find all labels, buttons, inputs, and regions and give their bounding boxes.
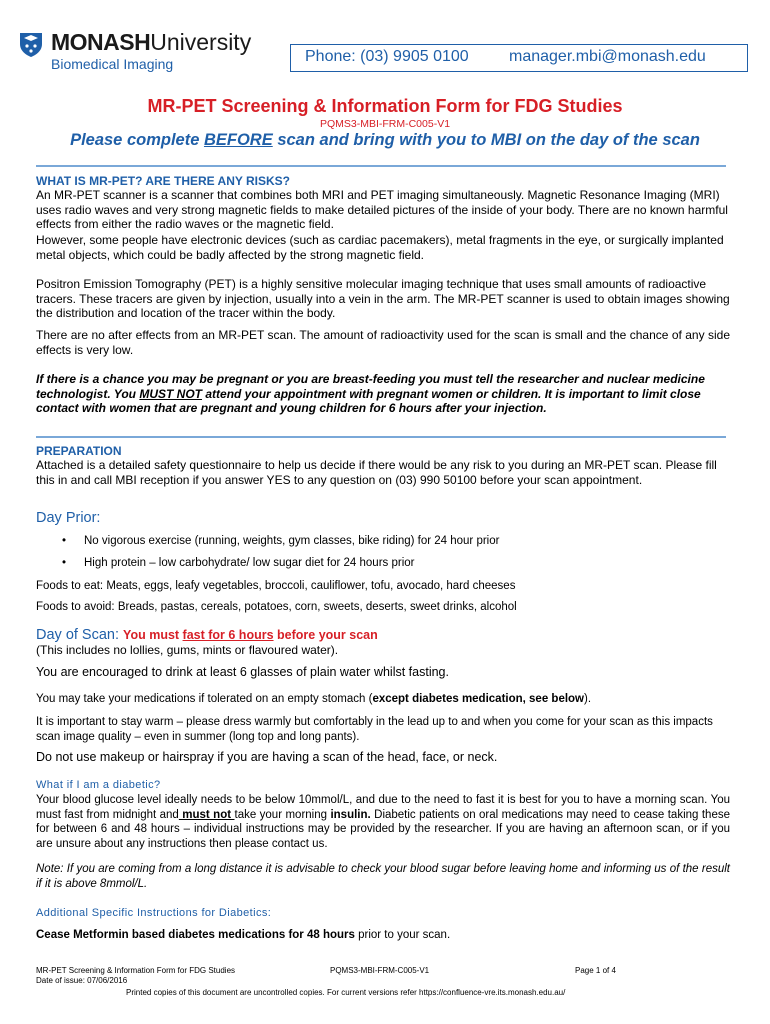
preparation-heading: PREPARATION [36,444,122,458]
page-title: MR-PET Screening & Information Form for FDG Studies [147,96,623,116]
pregnancy-warning: If there is a chance you may be pregnant or you are breast-feeding you must tell the researcher and nuclear medicine technologist. You MUST NOT attend your appointment with pregnant women or children. It is important to limit close contact with women that are pregnant and young children for 6 hours after your injection. [36,372,705,415]
monash-logo [17,28,287,72]
implants-paragraph: However, some people have electronic devices (such as cardiac pacemakers), metal fragments in the eye, or surgically implanted metal objects, which could be badly affected by the strong magnetic field. [36,233,724,262]
diabetic-heading: What if I am a diabetic? [36,779,161,791]
footer-doc-code: PQMS3-MBI-FRM-C005-V1 [330,966,430,975]
list-item: High protein – low carbohydrate/ low sugar diet for 24 hours prior [84,557,415,569]
foods-to-avoid: Foods to avoid: Breads, pastas, cereals, potatoes, corn, sweets, deserts, sweet drinks, alcohol [36,601,517,613]
foods-to-eat: Foods to eat: Meats, eggs, leafy vegetables, broccoli, cauliflower, tofu, avocado, hard cheeses [36,580,516,592]
footer-date: Date of issue: 07/06/2016 [36,976,128,985]
completion-instruction: Please complete BEFORE scan and bring with you to MBI on the day of the scan [70,131,700,149]
preparation-paragraph: Attached is a detailed safety questionnaire to help us decide if there would be any risk to you during an MR-PET scan. Please fill this in and call MBI reception if you answer YES to any question on (03) 990 50100 before your scan appointment. [36,458,717,487]
pet-paragraph: Positron Emission Tomography (PET) is a highly sensitive molecular imaging technique that uses small amounts of radioactive tracers. These tracers are given by injection, usually into a vein in the arm. The MR-PET scanner is used to obtain images showing the distribution and location of the tracer within the body. [36,277,730,320]
logo-wordmark: MONASHUniversity [51,29,252,55]
fasting-requirement: You must fast for 6 hours before your scan [123,628,378,642]
blood-sugar-note: Note: If you are coming from a long distance it is advisable to check your blood sugar before leaving home and informing us of the result if it is above 8mmol/L. [36,863,730,890]
divider [36,165,726,167]
footer-disclaimer: Printed copies of this document are uncontrolled copies. For current versions refer https://confluence-vre.its.monash.edu.au/ [126,988,566,997]
footer-doc-title: MR-PET Screening & Information Form for FDG Studies [36,966,236,975]
additional-instructions-heading: Additional Specific Instructions for Diabetics: [36,907,272,919]
stay-warm-paragraph: It is important to stay warm – please dress warmly but comfortably in the lead up to and when you come for your scan as this impacts scan image quality – even in summer (long top and long pants). [36,716,713,743]
makeup-paragraph: Do not use makeup or hairspray if you are having a scan of the head, face, or neck. [36,750,498,764]
logo-subtitle: Biomedical Imaging [51,56,174,72]
medications-paragraph: You may take your medications if tolerated on an empty stomach (except diabetes medication, see below). [36,693,592,705]
bullet-icon: • [62,535,67,547]
day-of-scan-heading: Day of Scan: You must fast for 6 hours before your scan [36,627,378,643]
risks-heading: WHAT IS MR-PET? ARE THERE ANY RISKS? [36,174,291,188]
mri-paragraph: An MR-PET scanner is a scanner that combines both MRI and PET imaging simultaneously. Magnetic Resonance Imaging (MRI) uses radio waves and very strong magnetic fields to make detailed pictures of the inside of your body. There are no known harmful effects from either the radio waves or the magnetic field. [36,188,728,231]
contact-box [290,44,748,72]
fasting-note: (This includes no lollies, gums, mints or flavoured water). [36,643,339,657]
after-effects-paragraph: There are no after effects from an MR-PET scan. The amount of radioactivity used for the scan is small and the chance of any side effects is very low. [36,328,730,357]
monash-shield-icon [17,30,45,58]
page-number: Page 1 of 4 [575,966,616,975]
divider [36,436,726,438]
email-address: manager.mbi@monash.edu [509,48,706,65]
day-prior-heading: Day Prior: [36,510,101,526]
list-item: No vigorous exercise (running, weights, gym classes, bike riding) for 24 hour prior [84,535,500,547]
bullet-icon: • [62,557,67,569]
document-code: PQMS3-MBI-FRM-C005-V1 [319,118,451,130]
water-paragraph: You are encouraged to drink at least 6 glasses of plain water whilst fasting. [36,665,449,679]
phone-number: Phone: (03) 9905 0100 [305,48,469,65]
metformin-instruction: Cease Metformin based diabetes medications for 48 hours prior to your scan. [36,929,451,941]
diabetic-paragraph: Your blood glucose level ideally needs to be below 10mmol/L, and due to the need to fast it is best for you to have a morning scan. You must fast from midnight and must not take your morning insulin. Diabetic patients on oral medications may need to cease taking these for between 6 and 48 hours – individual instructions may be provided by the researcher. If you are having an afternoon scan, or if you are unsure about any instructions then please contact us. [36,794,730,850]
